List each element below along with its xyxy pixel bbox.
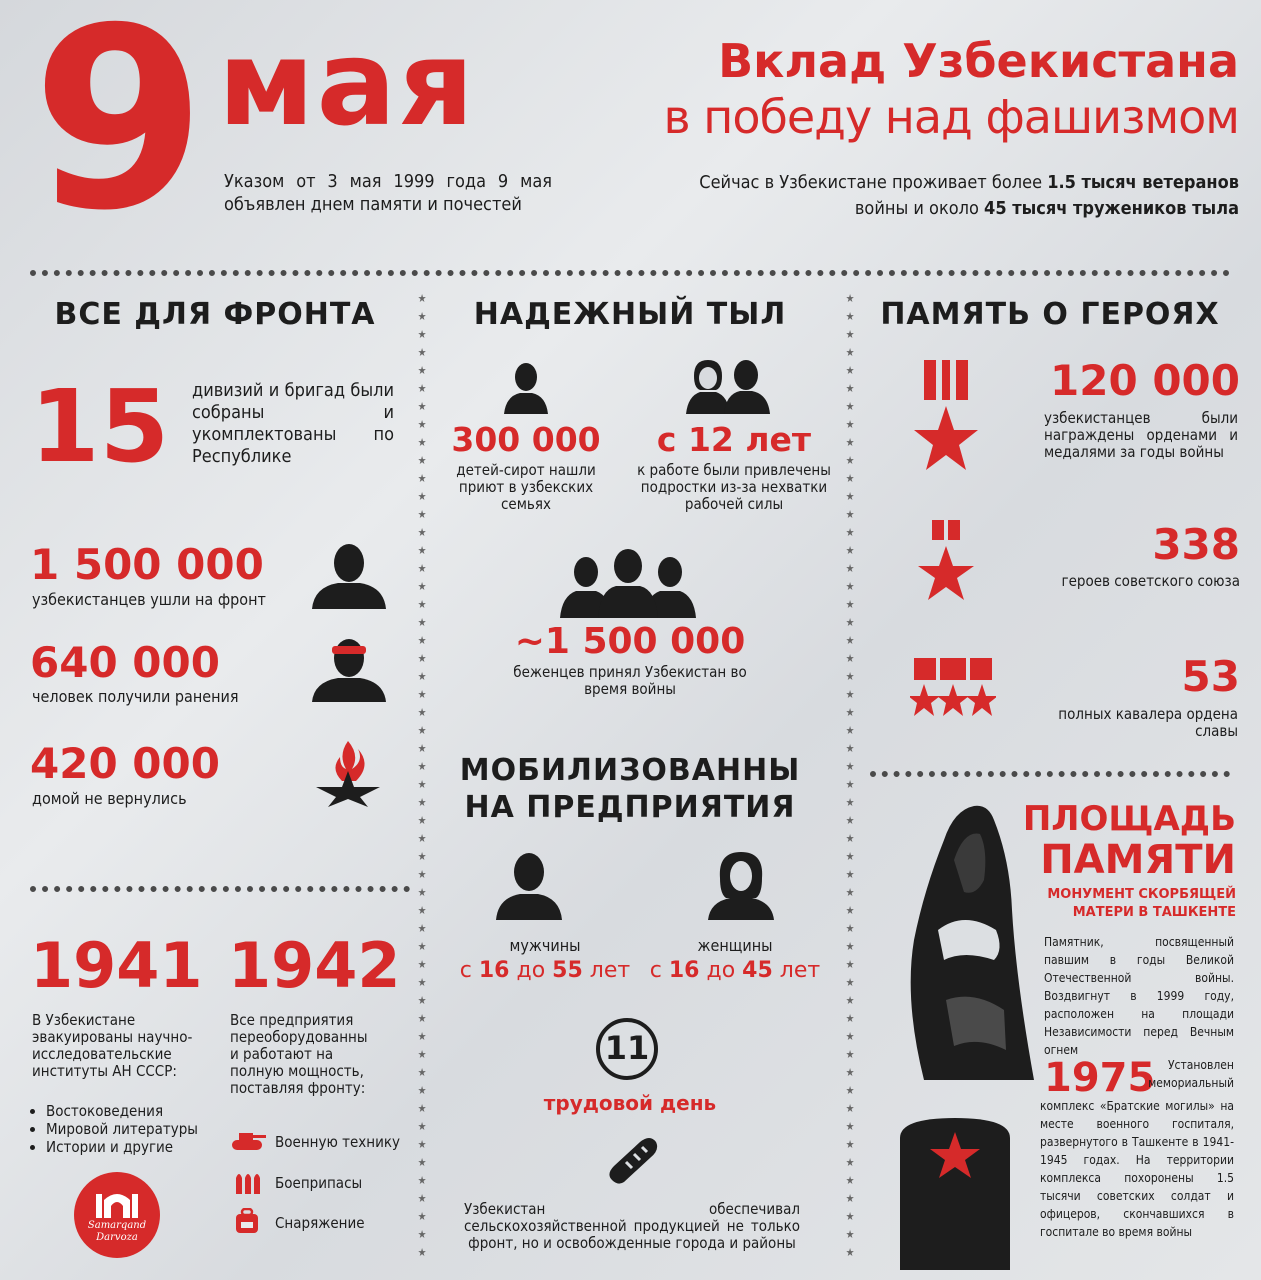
woman-icon <box>706 852 776 920</box>
list-item: • Мировой литературы <box>46 1120 236 1138</box>
institutes-list <box>32 1102 236 1156</box>
bread-icon <box>606 1136 658 1186</box>
memorial-text: комплекс «Братские могилы» на месте военного госпиталя, развернутого в Ташкенте в 1941-1945 годах. На территории комплекса похоронены 1.5 тысячи советских солдат и офицеров, скончавшихся в госпитале во время войны <box>1040 1099 1234 1239</box>
decree-text: Указом от 3 мая 1999 года 9 мая объявлен днем памяти и почестей <box>224 171 552 215</box>
wounded-text: человек получили ранения <box>32 687 239 706</box>
refugees-icon <box>560 546 696 618</box>
women-age-range: с 16 до 45 лет <box>649 958 821 983</box>
child-icon <box>502 362 550 414</box>
year-1942-text: Все предприятия переоборудованны и работают на полную мощность, поставляя фронту: <box>230 1011 368 1097</box>
heroes-text: героев советского союза <box>1061 572 1240 590</box>
year-1942: 1942 <box>228 929 401 1002</box>
heroes-title: ПАМЯТЬ О ГЕРОЯХ <box>880 297 1220 332</box>
tombstone-icon <box>900 1118 1010 1270</box>
backpack-icon <box>234 1208 260 1234</box>
awarded-number: 120 000 <box>1050 356 1240 405</box>
eternal-flame-icon <box>312 735 384 807</box>
lost-text: домой не вернулись <box>32 789 187 808</box>
month-word: мая <box>218 14 476 152</box>
rear-title: НАДЕЖНЫЙ ТЫЛ <box>473 297 787 332</box>
work-hours: 11 <box>604 1029 650 1067</box>
man-icon <box>494 852 564 920</box>
orphans-number: 300 000 <box>451 420 601 459</box>
went-text: узбекистанцев ушли на фронт <box>32 590 266 609</box>
heroes-divider <box>870 771 1230 777</box>
day-number: 9 <box>32 0 200 265</box>
memorial-year: 1975 <box>1044 1055 1156 1101</box>
soldier-icon <box>308 543 390 609</box>
list-item: • Востоковедения <box>46 1102 236 1120</box>
awarded-text: узбекистанцев были награждены орденами и медалями за годы войны <box>1044 409 1238 461</box>
ammo-icon <box>233 1170 263 1194</box>
logo-line-2: Darvoza <box>96 1232 138 1243</box>
refugees-number: ~1 500 000 <box>514 621 746 662</box>
wounded-number: 640 000 <box>30 638 220 687</box>
page-title: Вклад Узбекистана <box>718 34 1239 88</box>
page-subtitle: в победу над фашизмом <box>663 90 1239 144</box>
year-1941-text: В Узбекистане эвакуированы научно-исследовательские институты АН СССР: <box>32 1011 193 1080</box>
refugees-text: беженцев принял Узбекистан во время войны <box>513 663 747 698</box>
supply-ammo: Боеприпасы <box>275 1174 363 1192</box>
food-text: Узбекистан обеспечивал сельскохозяйственной продукцией не только фронт, но и освобожденные города и районы <box>464 1200 800 1252</box>
wounded-icon <box>308 636 390 702</box>
clock-icon <box>596 1018 658 1080</box>
heroes-number: 338 <box>1152 520 1240 569</box>
workday-label: трудовой день <box>543 1091 717 1115</box>
divider-right-stars: ★ ★ ★ ★ ★ ★ ★ ★ ★ ★ ★ ★ ★ ★ ★ ★ ★ ★ ★ ★ ★ ★ ★ ★ ★ ★ ★ ★ ★ ★ ★ ★ ★ ★ ★ ★ ★ ★ ★ ★ ★ ★ ★ ★ ★ ★ ★ ★ ★ ★ ★ ★ ★ ★ <box>845 292 855 1259</box>
divisions-number: 15 <box>30 368 170 485</box>
monument-description: Памятник, посвященный павшим в годы Великой Отечественной войны. Воздвигнут в 1999 году, расположен на площади Независимости перед Вечным огнем <box>1044 935 1234 1057</box>
memorial-text-head: Установлен мемориальный <box>1148 1058 1234 1090</box>
top-divider <box>30 270 1230 276</box>
front-title: ВСЕ ДЛЯ ФРОНТА <box>54 297 376 332</box>
women-label: женщины <box>697 936 773 955</box>
order-star-icon <box>914 360 978 478</box>
divisions-text: дивизий и бригад были собраны и укомплектованы по Республике <box>192 380 394 467</box>
square-subtitle: МОНУМЕНТ СКОРБЯЩЕЙ МАТЕРИ В ТАШКЕНТЕ <box>1047 887 1236 920</box>
cavaliers-text: полных кавалера ордена славы <box>1058 705 1238 740</box>
teenagers-icon <box>686 358 770 414</box>
divider-left-stars: ★ ★ ★ ★ ★ ★ ★ ★ ★ ★ ★ ★ ★ ★ ★ ★ ★ ★ ★ ★ ★ ★ ★ ★ ★ ★ ★ ★ ★ ★ ★ ★ ★ ★ ★ ★ ★ ★ ★ ★ ★ ★ ★ ★ ★ ★ ★ ★ ★ ★ ★ ★ ★ ★ <box>417 292 427 1259</box>
supply-vehicles: Военную технику <box>275 1133 400 1151</box>
logo <box>74 1172 160 1258</box>
men-label: мужчины <box>509 936 581 955</box>
went-number: 1 500 000 <box>30 540 264 589</box>
men-age-range: с 16 до 55 лет <box>459 958 631 983</box>
square-title: ПЛОЩАДЬ ПАМЯТИ <box>1022 799 1236 883</box>
mobilized-title: МОБИЛИЗОВАННЫ НА ПРЕДПРИЯТИЯ <box>459 753 801 825</box>
supply-gear: Снаряжение <box>275 1214 365 1232</box>
orphans-text: детей-сирот нашли приют в узбекских семьях <box>456 461 596 513</box>
teens-text: к работе были привлечены подростки из-за нехватки рабочей силы <box>637 461 831 513</box>
logo-line-1: Samarqand <box>87 1220 147 1231</box>
list-item: • Истории и другие <box>46 1138 236 1156</box>
year-1941: 1941 <box>30 929 203 1002</box>
lost-number: 420 000 <box>30 739 220 788</box>
veterans-text: Сейчас в Узбекистане проживает более 1.5 тысяч ветеранов войны и около 45 тысяч тружеников тыла <box>699 172 1239 219</box>
glory-orders-icon <box>910 658 996 720</box>
hero-star-icon <box>918 520 974 608</box>
front-divider <box>30 886 410 892</box>
cavaliers-number: 53 <box>1181 652 1240 701</box>
tank-icon <box>230 1130 266 1152</box>
teens-number: с 12 лет <box>656 420 812 459</box>
